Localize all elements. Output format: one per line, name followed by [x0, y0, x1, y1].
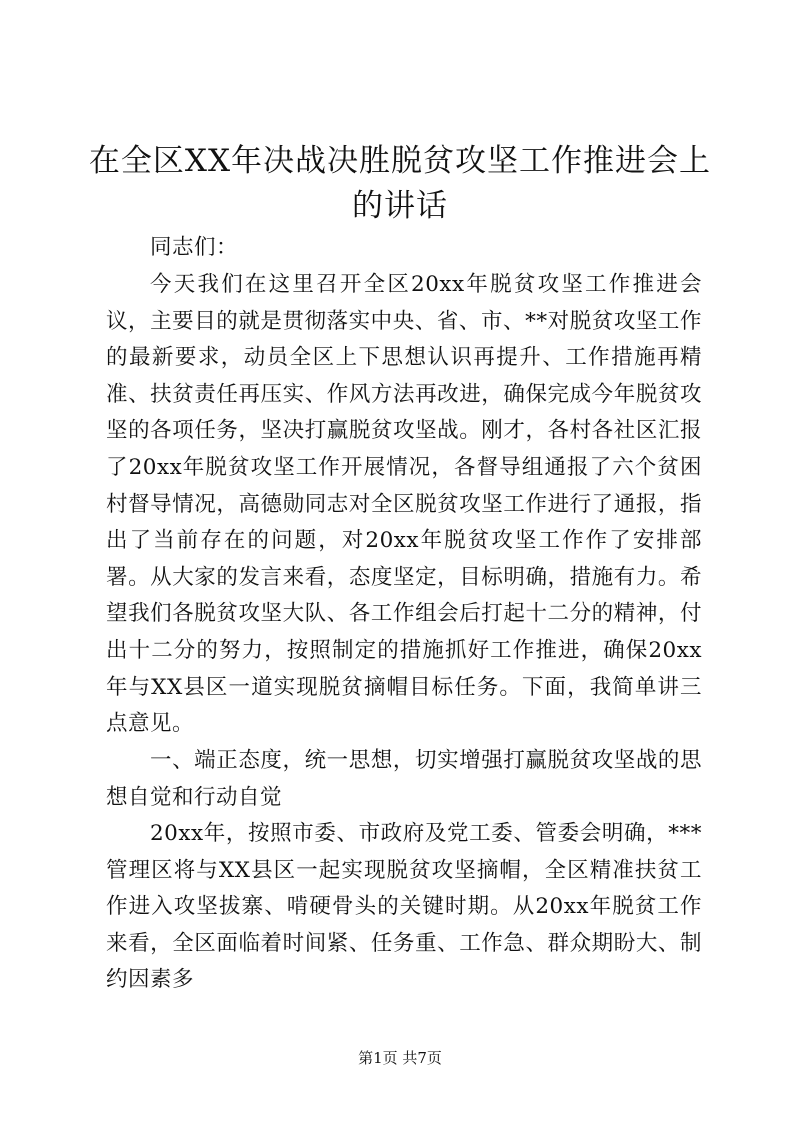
document-title-line-1: 在全区XX年决战决胜脱贫攻坚工作推进会上: [88, 143, 712, 179]
salutation-paragraph: 同志们：: [150, 235, 239, 260]
document-title-line-2: 的讲话: [352, 188, 448, 224]
page-number-footer: 第1页 共7页: [358, 1049, 442, 1067]
intro-paragraph: 今天我们在这里召开全区20xx年脱贫攻坚工作推进会议，主要目的就是贯彻落实中央、省、市、**对脱贫攻坚工作的最新要求，动员全区上下思想认识再提升、工作措施再精准、扶贫责任再压实、作风方法再改进，确保完成今年脱贫攻坚的各项任务，坚决打赢脱贫攻坚战。刚才，各村各社区汇报了20xx年脱贫攻坚工作开展情况，各督导组通报了六个贫困村督导情况，高德勋同志对全区脱贫攻坚工作进行了通报，指出了当前存在的问题，对20xx年脱贫攻坚工作作了安排部署。从大家的发言来看，态度坚定，目标明确，措施有力。希望我们各脱贫攻坚大队、各工作组会后打起十二分的精神，付出十二分的努力，按照制定的措施抓好工作推进，确保20xx年与XX县区一道实现脱贫摘帽目标任务。下面，我简单讲三点意见。: [106, 272, 702, 737]
section-heading-1: 一、端正态度，统一思想，切实增强打赢脱贫攻坚战的思想自觉和行动自觉: [106, 748, 702, 810]
body-paragraph: 20xx年，按照市委、市政府及党工委、管委会明确，***管理区将与XX县区一起实现脱贫攻坚摘帽，全区精准扶贫工作进入攻坚拔寨、啃硬骨头的关键时期。从20xx年脱贫工作来看，全区面临着时间紧、任务重、工作急、群众期盼大、制约因素多: [106, 821, 702, 993]
